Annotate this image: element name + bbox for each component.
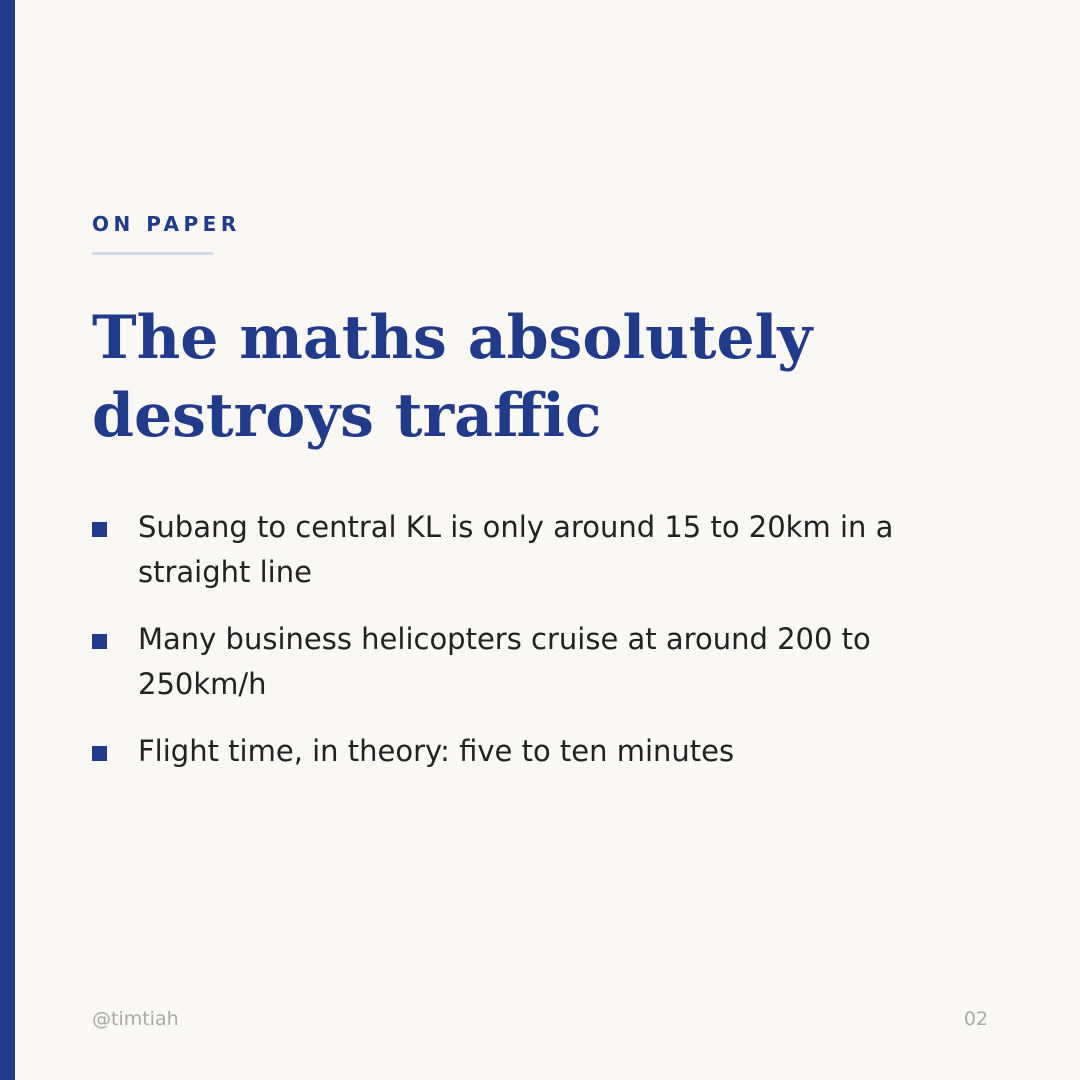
square-bullet-icon xyxy=(92,634,107,649)
square-bullet-icon xyxy=(92,522,107,537)
bullet-text: Many business helicopters cruise at around 200 to 250km/h xyxy=(138,622,871,701)
bullet-item xyxy=(92,505,992,595)
bullet-text: Flight time, in theory: five to ten minutes xyxy=(138,734,735,768)
slide-headline: The maths absolutely destroys traffic xyxy=(92,303,813,451)
section-eyebrow: ON PAPER xyxy=(92,212,241,236)
bullet-text: Subang to central KL is only around 15 to 20km in a straight line xyxy=(138,510,894,589)
bullet-item xyxy=(92,729,992,774)
eyebrow-divider xyxy=(92,252,213,255)
bullet-item xyxy=(92,617,992,707)
square-bullet-icon xyxy=(92,746,107,761)
page-number: 02 xyxy=(963,1008,988,1030)
author-handle: @timtiah xyxy=(92,1008,179,1030)
bullet-list xyxy=(92,505,992,796)
left-accent-bar xyxy=(0,0,15,1080)
